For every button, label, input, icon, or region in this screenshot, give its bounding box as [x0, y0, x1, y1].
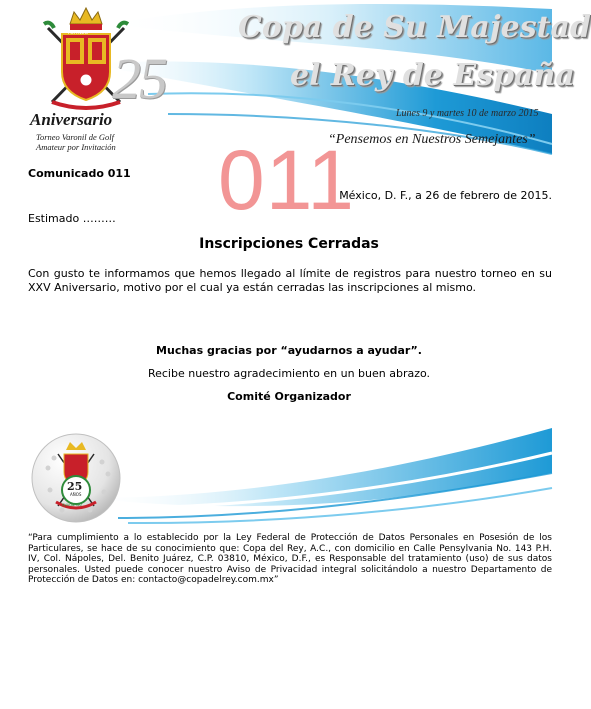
communique-number-mark: 011 [218, 133, 355, 227]
place-date: México, D. F., a 26 de febrero de 2015. [339, 189, 552, 202]
event-title-line-1: Copa de Su Majestad [238, 10, 591, 45]
ball-label-bottom: ayudando [62, 502, 82, 507]
event-title-line-2: el Rey de España [290, 58, 575, 93]
event-motto: “Pensemos en Nuestros Semejantes” [328, 132, 536, 147]
privacy-notice: “Para cumplimiento a lo establecido por la Ley Federal de Protección de Datos Personales en Posesión de los Particulares, se hace de su conocimiento que: Copa del Rey, A.C., con domicilio en Calle Pensylvania No. 143 P.H. IV, Col. Nápoles, Del. Benito Juárez, C.P. 03810, México, D.F., es Responsable del tratamiento (uso) de sus datos personales. Usted puede conocer nuestro Aviso de Privacidad integral solicitándolo a nuestro Departamento de Protección de Datos en: contacto@copadelrey.com.mx” [28, 533, 552, 585]
tournament-line-1: Torneo Varonil de Golf [36, 132, 115, 142]
ball-number: 25 [67, 480, 83, 493]
event-dates: Lunes 9 y martes 10 de marzo 2015 [396, 108, 539, 119]
thanks-line: Muchas gracias por “ayudarnos a ayudar”. [156, 344, 422, 357]
letter-heading: Inscripciones Cerradas [199, 236, 379, 252]
golf-ball-logo [28, 428, 124, 524]
greeting: Estimado ……… [28, 212, 116, 225]
letter-body: Con gusto te informamos que hemos llegado al límite de registros para nuestro torneo en su XXV Aniversario, motivo por el cual ya están cerradas las inscripciones al mismo. [28, 267, 552, 294]
tournament-subtitle [36, 132, 116, 152]
anniversary-label: Aniversario [30, 110, 113, 129]
signature-committee: Comité Organizador [227, 390, 351, 403]
anniversary-number: 25 [112, 46, 166, 111]
tournament-line-2: Amateur por Invitación [36, 142, 116, 152]
footer-banner [28, 428, 552, 528]
embrace-line: Recibe nuestro agradecimiento en un buen abrazo. [147, 367, 431, 380]
communique-label: Comunicado 011 [28, 167, 131, 180]
crest-label: TORNEO [67, 30, 89, 36]
ball-label-top: AÑOS [70, 492, 82, 497]
